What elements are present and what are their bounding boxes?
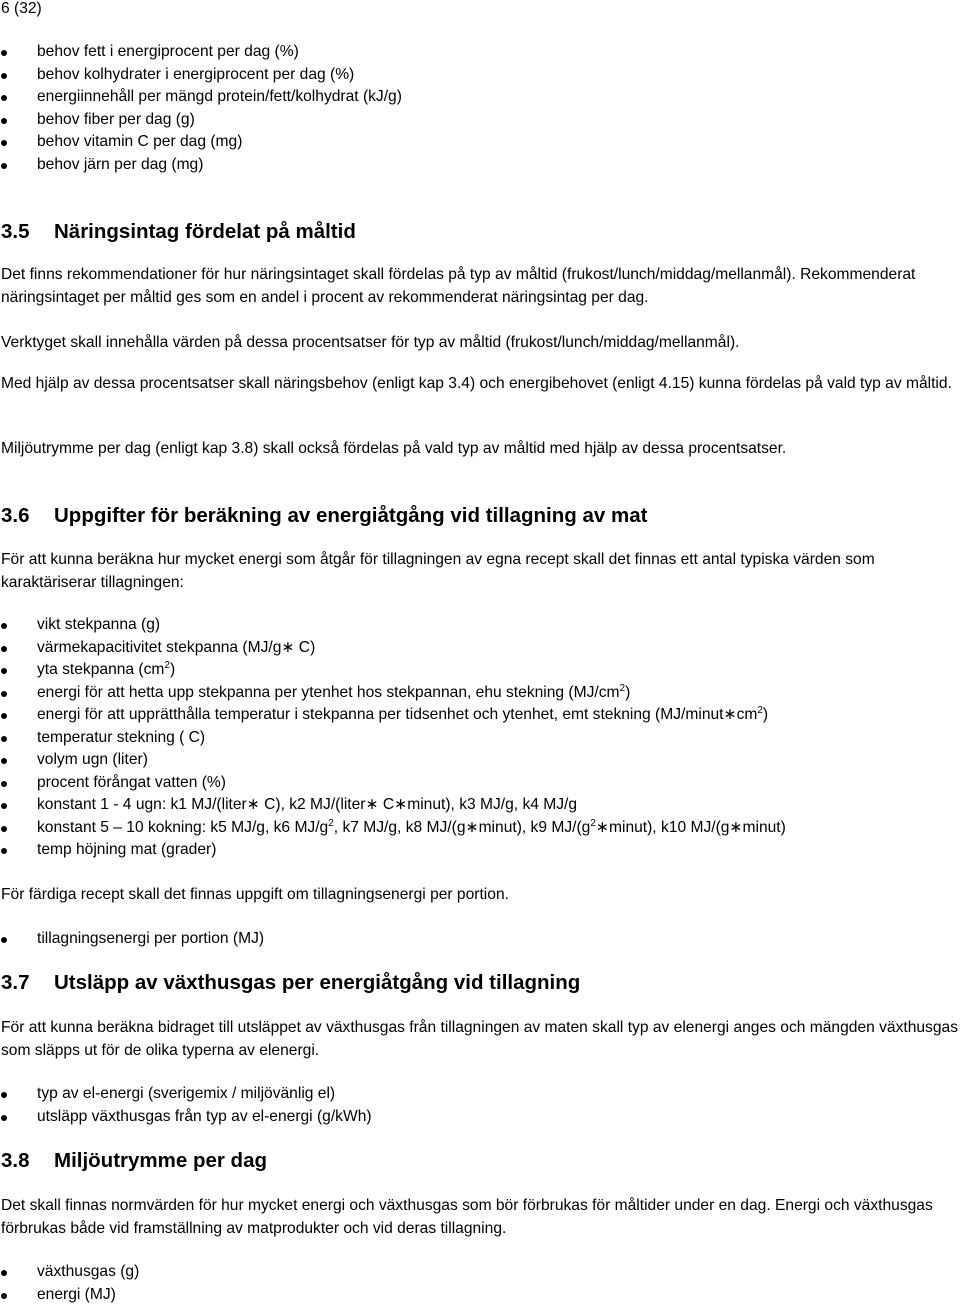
bullet-icon [1, 623, 7, 629]
bullet-icon [1, 163, 7, 169]
bullet-icon [1, 1092, 7, 1098]
list-item: konstant 5 – 10 kokning: k5 MJ/g, k6 $MJ/g^2$, k7 MJ/g, k8 MJ/(g∗minut), k9 $MJ/(g^2∗minut)$, k10 MJ/(g∗minut) [0, 817, 786, 840]
section-title: Uppgifter för beräkning av energiåtgång vid tillagning av mat [54, 504, 648, 527]
list-item: procent förångat vatten (%) [0, 772, 786, 795]
section-heading-3-7 [1, 972, 580, 995]
bullet-icon [1, 736, 7, 742]
bullet-icon [1, 50, 7, 56]
cooking-values-list [0, 614, 786, 862]
list-item: temp höjning mat (grader) [0, 839, 786, 862]
list-item: energi (MJ) [0, 1284, 139, 1306]
list-item: tillagningsenergi per portion (MJ) [0, 928, 264, 951]
list-item: yta stekpanna $(cm^2)$ [0, 659, 786, 682]
bullet-icon [1, 691, 7, 697]
list-item: behov vitamin C per dag (mg) [0, 131, 402, 154]
list-item: behov kolhydrater i energiprocent per dag (%) [0, 64, 402, 87]
list-item: energiinnehåll per mängd protein/fett/kolhydrat (kJ/g) [0, 86, 402, 109]
bullet-icon [1, 646, 7, 652]
list-item: vikt stekpanna (g) [0, 614, 786, 637]
bullet-icon [1, 803, 7, 809]
bullet-icon [1, 1293, 7, 1299]
section-title: Miljöutrymme per dag [54, 1149, 268, 1172]
bullet-icon [1, 848, 7, 854]
list-item: behov fett i energiprocent per dag (%) [0, 41, 402, 64]
paragraph: Det skall finnas normvärden för hur mycket energi och växthusgas som bör förbrukas för måltider under en dag. Energi och växthusgas förbrukas både vid framställning av matprodukter och vid deras tillagning. [1, 1197, 933, 1237]
list-item: energi för att upprätthålla temperatur i stekpanna per tidsenhet och ytenhet, emt stekning $(MJ/minut∗cm^2)$ [0, 704, 786, 727]
list-item: värmekapacitivitet stekpanna (MJ/g∗ C) [0, 637, 786, 660]
paragraph: Med hjälp av dessa procentsatser skall näringsbehov (enligt kap 3.4) och energibehovet (enligt 4.15) kunna fördelas på vald typ av måltid. [1, 375, 952, 392]
list-item: typ av el-energi (sverigemix / miljövänlig el) [0, 1083, 372, 1106]
paragraph: För färdiga recept skall det finnas uppgift om tillagningsenergi per portion. [1, 886, 509, 903]
needs-list [0, 41, 402, 176]
list-item: behov fiber per dag (g) [0, 109, 402, 132]
bullet-icon [1, 668, 7, 674]
list-item: temperatur stekning ( C) [0, 727, 786, 750]
list-item: växthusgas (g) [0, 1261, 139, 1284]
section-number: 3.6 [1, 504, 30, 527]
bullet-icon [1, 73, 7, 79]
bullet-icon [1, 140, 7, 146]
section-title: Näringsintag fördelat på måltid [54, 220, 356, 243]
paragraph: För att kunna beräkna hur mycket energi som åtgår för tillagningen av egna recept skall det finnas ett antal typiska värden som karaktäriserar tillagningen: [1, 551, 875, 591]
environment-space-list [0, 1261, 139, 1306]
bullet-icon [1, 95, 7, 101]
portion-energy-list [0, 928, 264, 951]
paragraph: Verktyget skall innehålla värden på dessa procentsatser för typ av måltid (frukost/lunch/middag/mellanmål). [1, 334, 740, 351]
bullet-icon [1, 713, 7, 719]
el-energy-list [0, 1083, 372, 1128]
bullet-icon [1, 1115, 7, 1121]
section-number: 3.7 [1, 971, 30, 994]
bullet-icon [1, 937, 7, 943]
section-heading-3-5 [1, 221, 356, 244]
section-heading-3-6 [1, 505, 647, 528]
list-item: utsläpp växthusgas från typ av el-energi (g/kWh) [0, 1106, 372, 1129]
list-item: energi för att hetta upp stekpanna per ytenhet hos stekpannan, ehu stekning $(MJ/cm^2)$ [0, 682, 786, 705]
bullet-icon [1, 826, 7, 832]
list-item: behov järn per dag (mg) [0, 154, 402, 177]
section-number: 3.5 [1, 220, 30, 243]
section-title: Utsläpp av växthusgas per energiåtgång vid tillagning [54, 971, 581, 994]
paragraph: För att kunna beräkna bidraget till utsläppet av växthusgas från tillagningen av maten skall typ av elenergi anges och mängden växthusgas som släpps ut för de olika typerna av elenergi. [1, 1019, 958, 1059]
bullet-icon [1, 118, 7, 124]
section-number: 3.8 [1, 1149, 30, 1172]
bullet-icon [1, 781, 7, 787]
paragraph: Det finns rekommendationer för hur näringsintaget skall fördelas på typ av måltid (frukost/lunch/middag/mellanmål). Rekommenderat näringsintaget per måltid ges som en andel i procent av rekommenderat näringsintag per dag. [1, 266, 916, 306]
bullet-icon [1, 1270, 7, 1276]
section-heading-3-8 [1, 1150, 267, 1173]
list-item: konstant 1 - 4 ugn: k1 MJ/(liter∗ C), k2 MJ/(liter∗ C∗minut), k3 MJ/g, k4 MJ/g [0, 794, 786, 817]
page-number: 6 (32) [1, 0, 42, 17]
paragraph: Miljöutrymme per dag (enligt kap 3.8) skall också fördelas på vald typ av måltid med hjälp av dessa procentsatser. [1, 440, 787, 457]
bullet-icon [1, 758, 7, 764]
list-item: volym ugn (liter) [0, 749, 786, 772]
